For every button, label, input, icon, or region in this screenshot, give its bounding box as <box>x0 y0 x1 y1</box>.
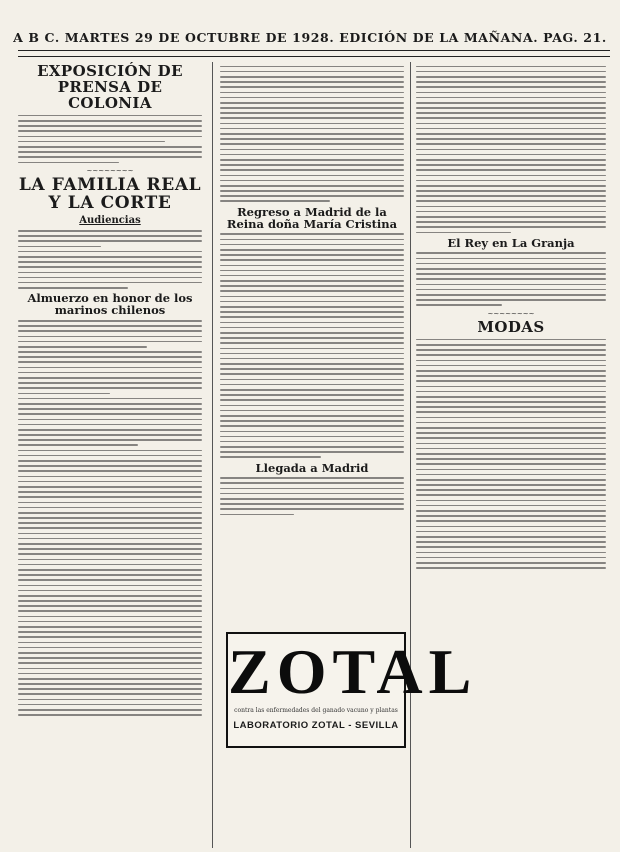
page-header: A B C. MARTES 29 DE OCTUBRE DE 1928. EDICIÓN DE LA MAÑANA. PAG. 21. <box>13 30 607 45</box>
ad-tagline: contra las enfermedades del ganado vacuno y plantas <box>234 707 398 714</box>
ad-laboratory: LABORATORIO ZOTAL - SEVILLA <box>233 720 399 731</box>
article-text <box>18 115 202 163</box>
article-text <box>18 230 202 289</box>
headline-regreso-reina: Regreso a Madrid de la Reina doña María Cristina <box>226 204 398 231</box>
zotal-advertisement <box>226 632 478 748</box>
subheading-audiencias: Audiencias <box>79 215 141 227</box>
article-text <box>220 66 404 202</box>
ad-brand-name: ZOTAL <box>228 636 478 707</box>
article-text <box>416 339 606 569</box>
column-separator <box>212 62 213 848</box>
article-text <box>18 320 202 716</box>
headline-almuerzo: Almuerzo en honor de los marinos chilenos <box>27 291 193 318</box>
article-text <box>220 233 404 458</box>
column-3 <box>416 62 606 848</box>
headline-rey-granja: El Rey en La Granja <box>447 235 575 250</box>
header-rule-2 <box>18 56 610 57</box>
headline-exposicion: EXPOSICIÓN DE PRENSA DE COLONIA <box>37 62 183 112</box>
column-1 <box>18 62 202 848</box>
headline-familia-real: LA FAMILIA REAL Y LA CORTE <box>18 174 202 213</box>
article-text <box>416 252 606 305</box>
article-text <box>416 66 606 234</box>
article-text <box>220 477 404 515</box>
ornament-divider: ~~~~~~~~ <box>86 166 134 175</box>
column-separator <box>410 62 411 848</box>
header-rule <box>18 50 610 51</box>
headline-llegada-madrid: Llegada a Madrid <box>255 460 369 475</box>
ornament-divider: ~~~~~~~~ <box>487 309 535 318</box>
headline-modas: MODAS <box>477 317 545 336</box>
